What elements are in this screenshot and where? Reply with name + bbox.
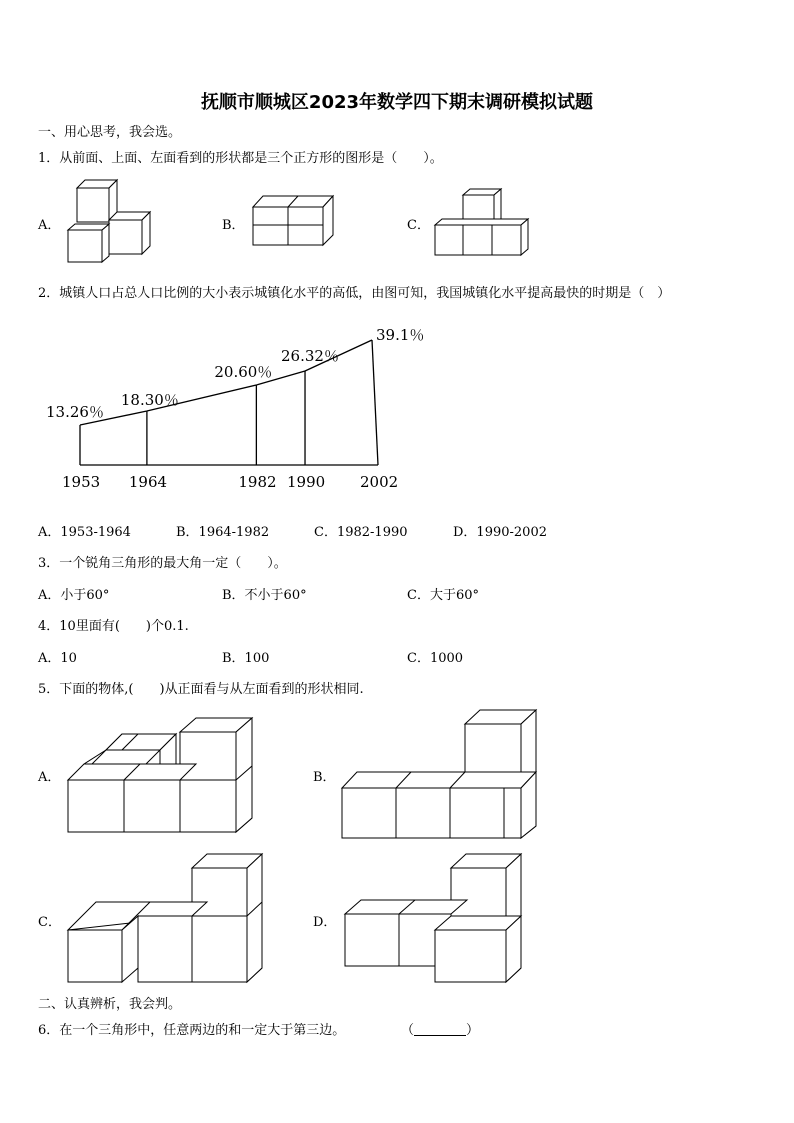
page-title: 抚顺市顺城区2023年数学四下期末调研模拟试题	[200, 92, 594, 113]
section-1-heading: 一、用心思考，我会选。	[38, 125, 182, 140]
q6-blank-line[interactable]	[414, 1023, 466, 1036]
chart-data-label: 26.32％	[281, 347, 339, 365]
chart-data-label: 18.30％	[120, 391, 179, 409]
q2-option-d[interactable]: D．1990-2002	[453, 525, 547, 540]
question-3-text: 3．一个锐角三角形的最大角一定（ ）。	[38, 556, 287, 571]
chart-x-tick-label: 1964	[128, 473, 168, 491]
q2-option-a[interactable]: A．1953-1964	[38, 525, 131, 540]
q4-option-a[interactable]: A．10	[38, 651, 77, 666]
q5-option-d-label[interactable]: D．	[313, 915, 337, 930]
chart-right-edge	[372, 340, 378, 465]
chart-x-tick-label: 1953	[62, 473, 101, 491]
q1-option-b-figure	[251, 193, 335, 247]
question-5-text: 5．下面的物体,( )从正面看与从左面看到的形状相同.	[38, 682, 364, 697]
q3-option-b[interactable]: B．不小于60°	[222, 588, 307, 603]
q5-option-c-label[interactable]: C．	[38, 915, 61, 930]
urbanization-chart	[40, 325, 440, 500]
q5-option-c-figure	[66, 852, 266, 984]
q1-option-c-label[interactable]: C．	[407, 218, 430, 233]
chart-data-label: 20.60％	[214, 363, 273, 381]
q1-option-a-label[interactable]: A．	[38, 218, 61, 233]
chart-data-label: 39.1％	[376, 326, 425, 344]
q5-option-b-label[interactable]: B．	[313, 770, 336, 785]
q4-option-c[interactable]: C．1000	[407, 651, 464, 666]
q5-option-b-figure	[340, 708, 538, 840]
question-1-text: 1．从前面、上面、左面看到的形状都是三个正方形的图形是（ ）。	[38, 151, 443, 166]
q2-option-c[interactable]: C．1982-1990	[314, 525, 408, 540]
q5-option-a-label[interactable]: A．	[38, 770, 61, 785]
q1-option-c-figure	[433, 187, 529, 257]
chart-x-tick-label: 2002	[360, 473, 399, 491]
q6-paren-close: ）	[466, 1023, 480, 1038]
q5-option-d-figure	[343, 852, 525, 984]
q1-option-b-label[interactable]: B．	[222, 218, 245, 233]
q3-option-c[interactable]: C．大于60°	[407, 588, 479, 603]
question-4-text: 4．10里面有( )个0.1.	[38, 619, 189, 634]
chart-x-tick-label: 1990	[287, 473, 326, 491]
q6-paren-open: （	[401, 1023, 415, 1038]
q1-option-a-figure	[66, 178, 156, 262]
q5-option-a-figure	[66, 716, 254, 832]
q2-option-b[interactable]: B．1964-1982	[176, 525, 270, 540]
chart-data-label: 13.26％	[46, 403, 104, 421]
section-2-heading: 二、认真辨析，我会判。	[38, 997, 182, 1012]
q4-option-b[interactable]: B．100	[222, 651, 270, 666]
question-2-text: 2．城镇人口占总人口比例的大小表示城镇化水平的高低，由图可知，我国城镇化水平提高最快的时期是（ ）	[38, 286, 671, 301]
q3-option-a[interactable]: A．小于60°	[38, 588, 110, 603]
q6-answer-blank[interactable]	[401, 1019, 479, 1038]
question-6-text: 6．在一个三角形中，任意两边的和一定大于第三边。	[38, 1023, 346, 1038]
chart-x-tick-label: 1982	[238, 473, 277, 491]
